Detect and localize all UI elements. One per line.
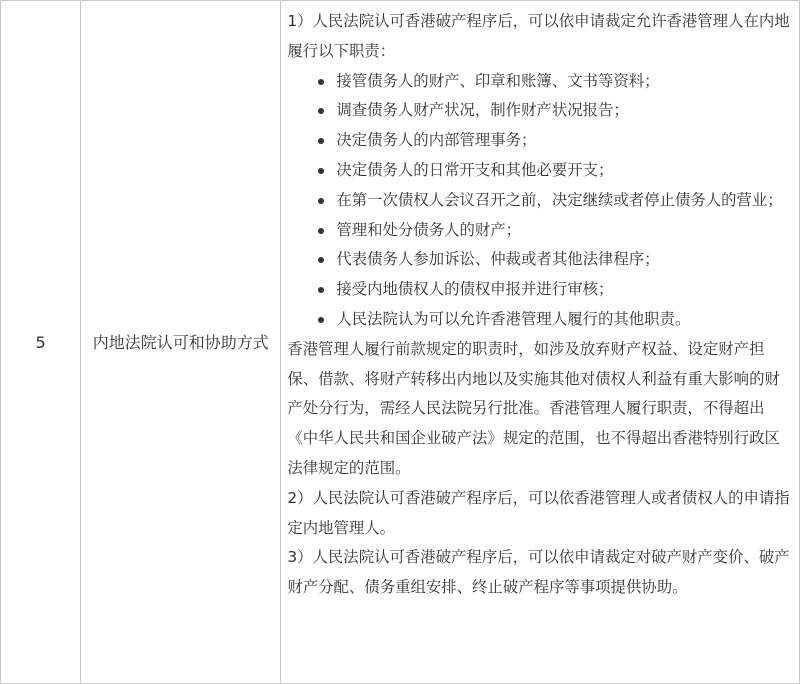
- bullet-dot-icon: [318, 257, 324, 263]
- bullet-dot-icon: [318, 287, 324, 293]
- bullet-dot-icon: [318, 108, 324, 114]
- list-item-text: 人民法院认为可以允许香港管理人履行的其他职责。: [336, 309, 691, 328]
- row-number: 5: [35, 332, 46, 352]
- list-item-text: 决定债务人的内部管理事务；: [336, 131, 537, 150]
- row-content-cell: [281, 1, 800, 684]
- row-number-cell: [1, 1, 81, 684]
- list-item: [317, 186, 793, 216]
- list-item-text: 接管债务人的财产、印章和账簿、文书等资料；: [336, 71, 660, 90]
- list-item-text: 调查债务人财产状况，制作财产状况报告；: [336, 101, 629, 120]
- list-item: [317, 245, 793, 275]
- content-paragraph-4: 3）人民法院认可香港破产程序后，可以依申请裁定对破产财产变价、破产财产分配、债务重组安排、终止破产程序等事项提供协助。: [287, 548, 790, 597]
- list-item-text: 管理和处分债务人的财产；: [336, 220, 522, 239]
- content-paragraph-3: 2）人民法院认可香港破产程序后，可以依香港管理人或者债权人的申请指定内地管理人。: [287, 488, 790, 537]
- list-item: [317, 67, 793, 97]
- content-paragraph-1: 1）人民法院认可香港破产程序后，可以依申请裁定允许香港管理人在内地履行以下职责：: [287, 12, 790, 60]
- list-item: [317, 275, 793, 305]
- table-row: [1, 1, 800, 684]
- list-item: [317, 156, 793, 186]
- content-paragraph-2: 香港管理人履行前款规定的职责时，如涉及放弃财产权益、设定财产担保、借款、将财产转移出内地以及实施其他对债权人利益有重大影响的财产处分行为，需经人民法院另行批准。香港管理人履行职责，不得超出《中华人民共和国企业破产法》规定的范围，也不得超出香港特别行政区法律规定的范围。: [287, 339, 780, 477]
- list-item: [317, 216, 793, 246]
- list-item-text: 在第一次债权人会议召开之前，决定继续或者停止债务人的营业；: [336, 190, 783, 209]
- bullet-dot-icon: [318, 198, 324, 204]
- row-title: 内地法院认可和协助方式: [92, 332, 269, 352]
- list-item-text: 决定债务人的日常开支和其他必要开支；: [336, 160, 614, 179]
- list-item: [317, 96, 793, 126]
- bullet-dot-icon: [318, 168, 324, 174]
- list-item: [317, 126, 793, 156]
- duties-list: [287, 67, 793, 335]
- bullet-dot-icon: [318, 317, 324, 323]
- bullet-dot-icon: [318, 228, 324, 234]
- bullet-dot-icon: [318, 79, 324, 85]
- list-item-text: 代表债务人参加诉讼、仲裁或者其他法律程序；: [336, 250, 660, 269]
- row-title-cell: [81, 1, 281, 684]
- list-item-text: 接受内地债权人的债权申报并进行审核；: [336, 280, 614, 299]
- list-item: [317, 305, 793, 335]
- bullet-dot-icon: [318, 138, 324, 144]
